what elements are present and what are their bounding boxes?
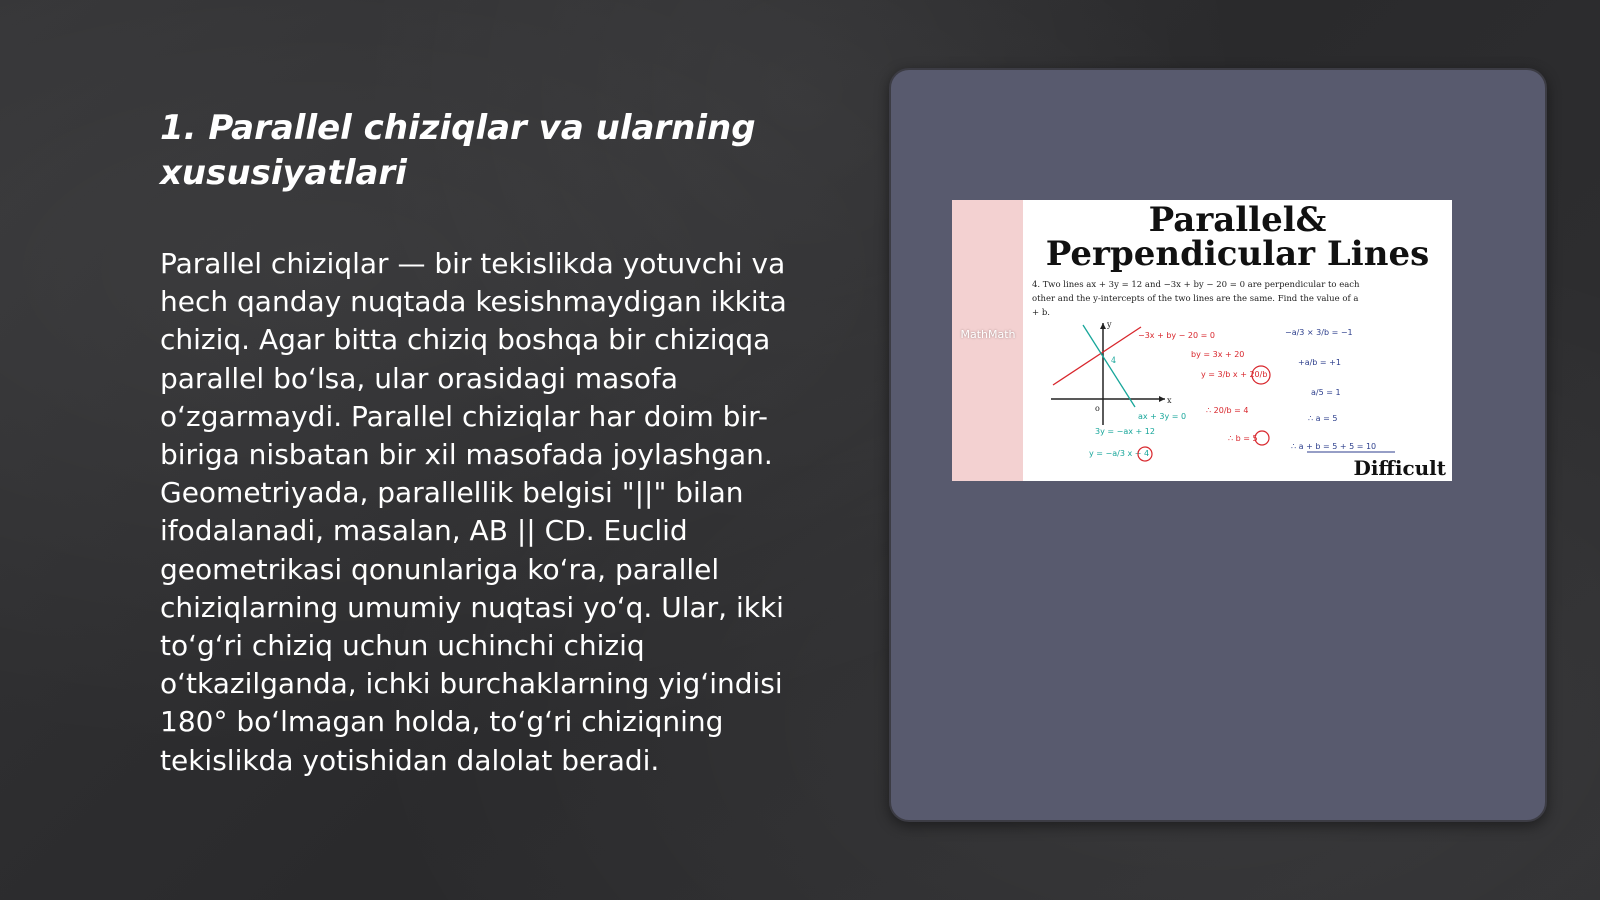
work-line-4: ax + 3y = 0 — [1138, 412, 1187, 421]
graph-red-line — [1053, 327, 1141, 385]
work-line-10: ∴ a = 5 — [1308, 414, 1338, 423]
thumbnail-title-line2: Perpendicular Lines — [1045, 234, 1430, 274]
graph-x-arrow — [1159, 396, 1165, 402]
slide-title: 1. Parallel chiziqlar va ularning xususiyatlari — [160, 108, 756, 193]
thumbnail-side-strip — [952, 200, 1023, 481]
graph-intercept-label: 4 — [1111, 356, 1117, 365]
graph-teal-line — [1083, 325, 1135, 407]
lesson-thumbnail-image — [952, 200, 1452, 481]
thumbnail-title — [1023, 200, 1452, 274]
slide-body-text: Parallel chiziqlar — bir tekislikda yotuvchi va hech qanday nuqtada kesishmaydigan ikkita chiziq. Agar bitta chiziq boshqa bir chiziqqa parallel boʻlsa, ular orasidagi masofa oʻzgarmaydi. Parallel chiziqlar har doim bir-biriga nisbatan bir xil masofada joylashgan. Geometriyada, parallellik belgisi "||" bilan ifodalanadi, masalan, AB || CD. Euclid geometrikasi qonunlariga koʻra, parallel chiziqlarning umumiy nuqtasi yoʻq. Ular, ikki toʻgʻri chiziq uchun uchinchi chiziq oʻtkazilganda, ichki burchaklarning yigʻindisi 180° boʻlmagan holda, toʻgʻri chiziqning tekislikda yotishidan dalolat beradi. — [160, 247, 787, 777]
work-line-8: +a/b = +1 — [1298, 358, 1341, 367]
graph-y-arrow — [1100, 323, 1106, 329]
graph-origin-label: o — [1095, 404, 1100, 413]
work-line-12: ∴ b = 5 — [1228, 434, 1258, 443]
thumbnail-problem-text: 4. Two lines ax + 3y = 12 and −3x + by − 20 = 0 are perpendicular to each other and the y-intercepts of the two lines are the same. Find the value of a + b. — [1032, 280, 1360, 318]
work-line-3: y = 3/b x + 20/b — [1201, 370, 1268, 379]
work-line-6: y = −a/3 x + 4 — [1089, 449, 1150, 458]
work-line-1: −3x + by − 20 = 0 — [1138, 331, 1215, 340]
work-line-5: 3y = −ax + 12 — [1095, 427, 1155, 436]
work-line-13: ∴ a + b = 5 + 5 = 10 — [1291, 442, 1377, 451]
work-line-7: −a/3 × 3/b = −1 — [1285, 328, 1353, 337]
graph-y-label: y — [1107, 320, 1112, 329]
thumbnail-title-line1: Parallel& — [1148, 200, 1327, 240]
graph-x-label: x — [1167, 396, 1172, 405]
thumbnail-difficulty-badge: Difficult — [1353, 456, 1446, 480]
work-line-9: a/5 = 1 — [1311, 388, 1341, 397]
work-line-11: ∴ 20/b = 4 — [1206, 406, 1249, 415]
work-line-2: by = 3x + 20 — [1191, 350, 1245, 359]
thumbnail-logo: MathMath — [960, 328, 1016, 341]
image-panel — [889, 68, 1547, 822]
